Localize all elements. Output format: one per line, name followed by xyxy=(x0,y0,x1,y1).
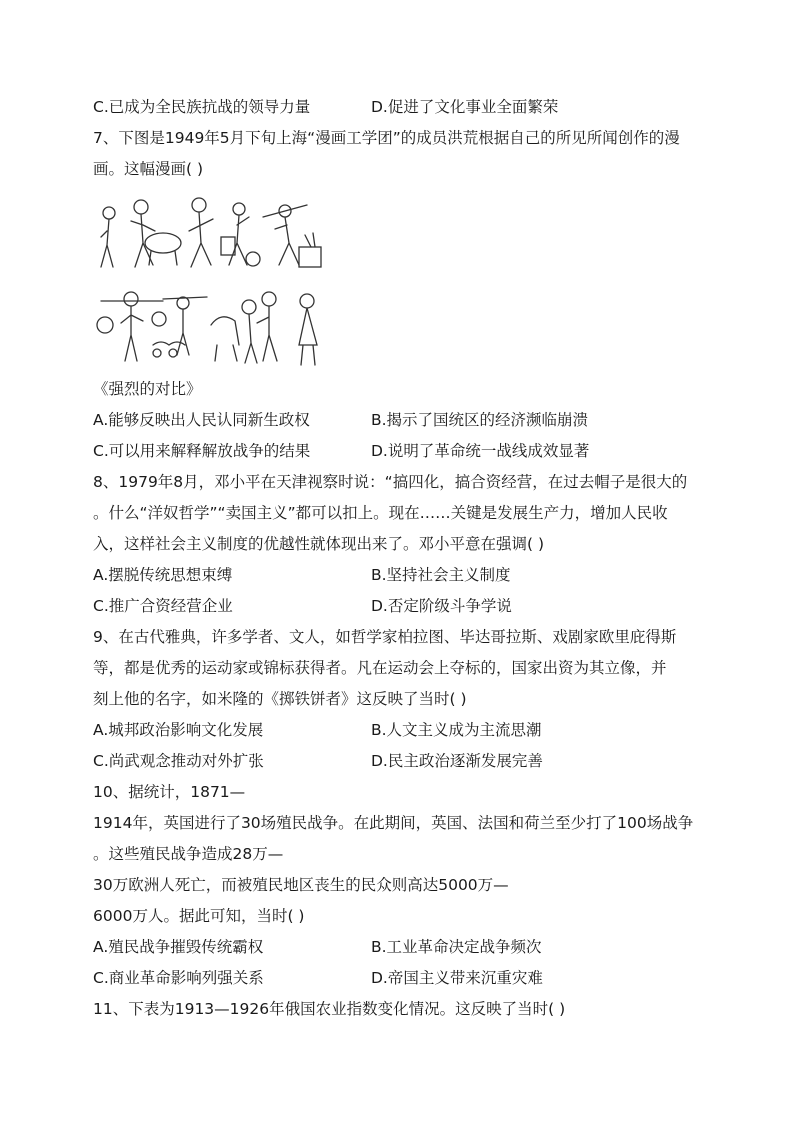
q10-option-b[interactable]: B.工业革命决定战争频次 xyxy=(371,938,542,956)
q7-stem-line2: 画。这幅漫画( ) xyxy=(93,160,204,178)
q9-option-c[interactable]: C.尚武观念推动对外扩张 xyxy=(93,752,264,770)
q8-stem-line3: 入，这样社会主义制度的优越性就体现出来了。邓小平意在强调( ) xyxy=(93,535,545,553)
q10-stem-line3: 。这些殖民战争造成28万— xyxy=(93,845,284,863)
q9-option-a[interactable]: A.城邦政治影响文化发展 xyxy=(93,721,264,739)
q10-stem-line1: 10、据统计，1871— xyxy=(93,783,246,801)
q6-option-d[interactable]: D.促进了文化事业全面繁荣 xyxy=(371,98,559,116)
q9-stem-line1: 9、在古代雅典，许多学者、文人，如哲学家柏拉图、毕达哥拉斯、戏剧家欧里庇得斯 xyxy=(93,628,677,646)
q9-option-b[interactable]: B.人文主义成为主流思潮 xyxy=(371,721,542,739)
q9-option-d[interactable]: D.民主政治逐渐发展完善 xyxy=(371,752,543,770)
q8-option-b[interactable]: B.坚持社会主义制度 xyxy=(371,566,511,584)
q9-stem-line2: 等，都是优秀的运动家或锦标获得者。凡在运动会上夺标的，国家出资为其立像，并 xyxy=(93,659,667,677)
q7-stem-line1: 7、下图是1949年5月下旬上海“漫画工学团”的成员洪荒根据自己的所见所闻创作的漫 xyxy=(93,129,680,147)
cartoon-illustration-icon xyxy=(93,195,333,369)
q7-option-a[interactable]: A.能够反映出人民认同新生政权 xyxy=(93,411,310,429)
q10-option-c[interactable]: C.商业革命影响列强关系 xyxy=(93,969,264,987)
q8-option-a[interactable]: A.摆脱传统思想束缚 xyxy=(93,566,233,584)
q10-option-a[interactable]: A.殖民战争摧毁传统霸权 xyxy=(93,938,264,956)
q6-option-c[interactable]: C.已成为全民族抗战的领导力量 xyxy=(93,98,311,116)
q9-stem-line3: 刻上他的名字，如米隆的《掷铁饼者》这反映了当时( ) xyxy=(93,690,467,708)
q10-stem-line4: 30万欧洲人死亡，而被殖民地区丧生的民众则高达5000万— xyxy=(93,876,509,894)
q8-option-c[interactable]: C.推广合资经营企业 xyxy=(93,597,233,615)
q7-caption: 《强烈的对比》 xyxy=(93,380,202,398)
q10-stem-line2: 1914年，英国进行了30场殖民战争。在此期间，英国、法国和荷兰至少打了100场战争 xyxy=(93,814,694,832)
q10-stem-line5: 6000万人。据此可知，当时( ) xyxy=(93,907,305,925)
q7-option-d[interactable]: D.说明了革命统一战线成效显著 xyxy=(371,442,590,460)
q7-option-c[interactable]: C.可以用来解释解放战争的结果 xyxy=(93,442,311,460)
q8-stem-line2: 。什么“洋奴哲学”“卖国主义”都可以扣上。现在……关键是发展生产力，增加人民收 xyxy=(93,504,668,522)
q11-stem-line1: 11、下表为1913—1926年俄国农业指数变化情况。这反映了当时( ) xyxy=(93,1000,566,1018)
q8-option-d[interactable]: D.否定阶级斗争学说 xyxy=(371,597,512,615)
q7-option-b[interactable]: B.揭示了国统区的经济濒临崩溃 xyxy=(371,411,589,429)
q10-option-d[interactable]: D.帝国主义带来沉重灾难 xyxy=(371,969,543,987)
q8-stem-line1: 8、1979年8月，邓小平在天津视察时说：“搞四化，搞合资经营，在过去帽子是很大的 xyxy=(93,473,688,491)
